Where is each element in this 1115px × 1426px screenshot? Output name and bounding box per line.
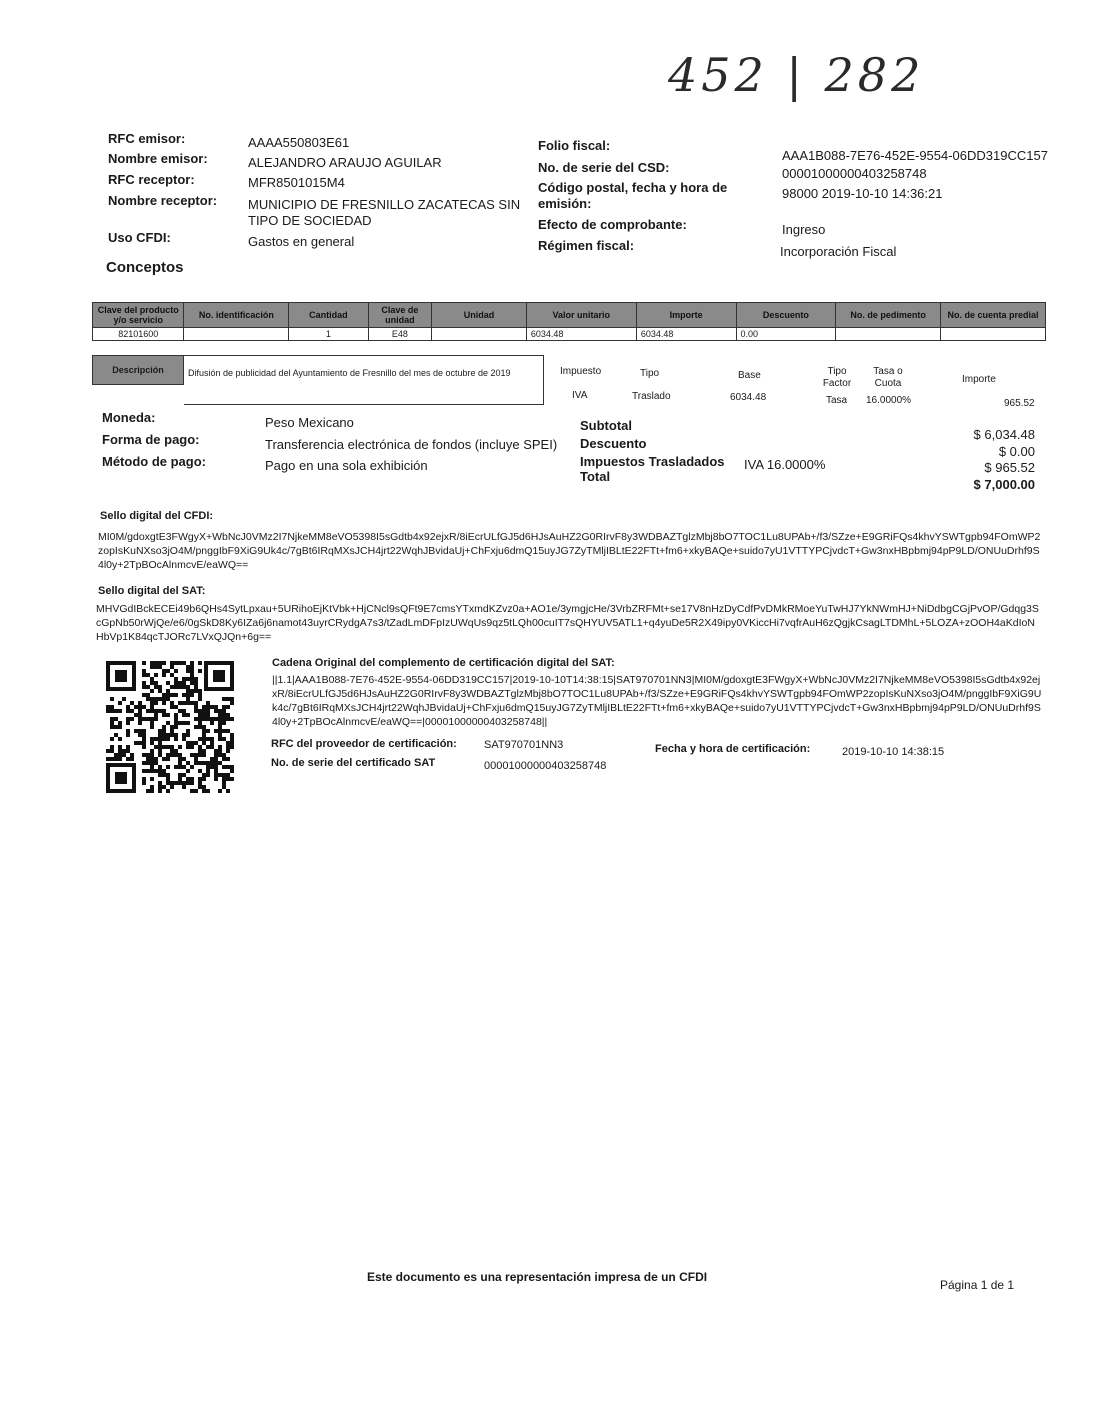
col-unidad: Unidad [432,303,527,328]
sello-cfdi-label: Sello digital del CFDI: [100,510,214,522]
sello-sat-label: Sello digital del SAT: [98,585,206,597]
impuestos-value: $ 965.52 [984,460,1035,475]
footer-note: Este documento es una representación impresa de un CFDI [367,1270,708,1284]
rfc-receptor-value: MFR8501015M4 [248,175,345,190]
qr-code [106,661,234,793]
serie-csd-label: No. de serie del CSD: [538,160,670,175]
tax-tasa: 16.0000% [866,395,912,406]
tax-tipo: Traslado [632,391,671,402]
tax-col-base: Base [738,370,761,381]
total-value: $ 7,000.00 [973,477,1035,492]
cell-valor-unitario: 6034.48 [526,328,636,341]
col-descuento: Descuento [736,303,836,328]
rfc-emisor-value: AAAA550803E61 [248,135,350,150]
tax-impuesto: IVA [572,390,588,401]
rfc-receptor-label: RFC receptor: [108,172,195,187]
page-number: Página 1 de 1 [940,1278,1015,1292]
descripcion-text: Difusión de publicidad del Ayuntamiento de Fresnillo del mes de octubre de 2019 [184,355,544,405]
sello-cfdi-value: MI0M/gdoxgtE3FWgyX+WbNcJ0VMz2I7NjkeMM8eVO5398I5sGdtb4x92ejxR/8iEcrULfGJ5d6HJsAuHZ2G0RIrvF8y3WDBAZTglzMbj8bO7TOC1Lu8UPAb+/f3/SZze+E9GRiFQs4khvYSWTgpb94FOmWP2zopIsKuNXso3jO4M/pnggIbF9XiG9Uk4c/7gBt6IRqMXsJCH4jrt22WqhJBvidaUj+ChFxju6dmQ15uyJG7ZyTMljIBLtE22FTt+fm6+xkyBAQe+suido7yU1VTTYPCjvdcT+Gw3nxHBpbmj94pP9LD/ONUuDrhf9S4l0y+2TpBOcAlnmcvE/eaWQ== [98,531,1041,571]
conceptos-header-row [93,303,1046,328]
cadena-value: ||1.1|AAA1B088-7E76-452E-9554-06DD319CC157|2019-10-10T14:38:15|SAT970701NN3|MI0M/gdoxgtE3FWgyX+WbNcJ0VMz2I7NjkeMM8eVO5398I5sGdtb4x92ejxR/8iEcrULfGJ5d6HJsAuHZ2G0RIrvF8y3WDBAZTglzMbj8bO7TOC1Lu8UPAb+/f3/SZze+E9GRiFQs4khvYSWTgpb94FOmWP2zopIsKuNXso3jO4M/pnggIbF9XiG9Uk4c/7gBt6IRqMXsJCH4jrt22WqhJBvidaUj+ChFxju6dmQ15uyJG7ZyTMljIBLtE22FTt+fm6+xkyBAQe+suido7yU1VTTYPCjvdcT+Gw3nxHBpbmj94pP9LD/ONUuDrhf9S4l0y+2TpBOcAlnmcvE/eaWQ==|00001000000403258748|| [272,674,1042,728]
descripcion-label: Descripción [92,355,184,385]
cell-importe: 6034.48 [636,328,736,341]
forma-pago-label: Forma de pago: [102,432,200,447]
moneda-label: Moneda: [102,410,156,425]
cell-cantidad: 1 [289,328,368,341]
cell-no-identificacion [184,328,289,341]
fecha-cert-value: 2019-10-10 14:38:15 [842,746,945,758]
fecha-cert-label: Fecha y hora de certificación: [655,743,811,755]
subtotal-label: Subtotal [580,418,632,433]
efecto-label: Efecto de comprobante: [538,217,687,232]
sello-sat-value: MHVGdIBckECEi49b6QHs4SytLpxau+5URihoEjKtVbk+HjCNcl9sQFt9E7cmsYTxmdKZvz0a+AO1e/3ymgjcHe/3VrbZRFMt+se17V8nHzDyCdfPvDMkRMoeYuTwHJ7YkNWmHJ+NiDdbgCGjPvOP/Gdqg3ScGpNb50rWjQe/e6/0gSkD8Ky6IZa6j6namot43uyrCRydgA7s3/tZadLmDFpIzUWqUs9qz5tLQh00cuIT7sQHYUV5ATL1+q4yuDe5R2X49ipy0VKiccHi7vqfrAuH6zQgjkCsagLTDMhL+5LOZA+zOOH4aKdIoNHbVp1K84qcTJORc7LVxQJQn+6g== [96,603,1039,643]
tax-col-tipo-factor: Tipo Factor [822,366,852,389]
subtotal-value: $ 6,034.48 [973,427,1035,442]
nombre-receptor-label: Nombre receptor: [108,193,218,208]
rfc-proveedor-label: RFC del proveedor de certificación: [271,738,457,750]
tax-base: 6034.48 [730,392,767,403]
descuento-label: Descuento [580,436,647,451]
efecto-value: Ingreso [782,222,826,237]
descuento-value: $ 0.00 [998,444,1035,459]
tax-importe: 965.52 [1004,398,1035,409]
col-valor-unitario: Valor unitario [526,303,636,328]
forma-pago-value: Transferencia electrónica de fondos (incluye SPEI) [265,437,558,452]
cell-descuento: 0.00 [736,328,836,341]
cell-clave-producto: 82101600 [93,328,184,341]
col-clave-unidad: Clave de unidad [368,303,432,328]
regimen-value: Incorporación Fiscal [780,244,897,259]
serie-sat-label: No. de serie del certificado SAT [271,757,436,769]
cell-cuenta-predial [941,328,1046,341]
cp-fecha-value: 98000 2019-10-10 14:36:21 [782,186,943,201]
impuestos-detail: IVA 16.0000% [744,457,826,472]
col-cantidad: Cantidad [289,303,368,328]
serie-sat-value: 00001000000403258748 [484,760,607,772]
tax-col-impuesto: Impuesto [560,366,602,377]
total-label: Total [580,469,611,484]
cp-fecha-label: Código postal, fecha y hora de emisión: [538,180,728,211]
cadena-label: Cadena Original del complemento de certificación digital del SAT: [272,657,615,669]
nombre-receptor-value: MUNICIPIO DE FRESNILLO ZACATECAS SIN TIPO DE SOCIEDAD [248,197,521,228]
col-importe: Importe [636,303,736,328]
tax-col-importe: Importe [962,374,996,385]
conceptos-title: Conceptos [106,259,184,276]
folio-fiscal-label: Folio fiscal: [538,138,611,153]
col-pedimento: No. de pedimento [836,303,941,328]
nombre-emisor-value: ALEJANDRO ARAUJO AGUILAR [248,155,442,170]
tax-col-tipo: Tipo [640,368,660,379]
nombre-emisor-label: Nombre emisor: [108,151,208,166]
cell-unidad [432,328,527,341]
tax-col-tasa: Tasa o Cuota [873,366,903,389]
conceptos-data-row [93,328,1046,341]
rfc-proveedor-value: SAT970701NN3 [484,739,564,751]
cell-pedimento [836,328,941,341]
serie-csd-value: 00001000000403258748 [782,166,927,181]
col-clave-producto: Clave del producto y/o servicio [93,303,184,328]
col-no-identificacion: No. identificación [184,303,289,328]
metodo-pago-value: Pago en una sola exhibición [265,458,428,473]
conceptos-table [92,302,1046,341]
uso-cfdi-value: Gastos en general [248,234,355,249]
col-cuenta-predial: No. de cuenta predial [941,303,1046,328]
cell-clave-unidad: E48 [368,328,432,341]
folio-fiscal-value: AAA1B088-7E76-452E-9554-06DD319CC157 [782,148,1048,163]
uso-cfdi-label: Uso CFDI: [108,230,171,245]
impuestos-label: Impuestos Trasladados [580,454,725,469]
rfc-emisor-label: RFC emisor: [108,131,186,146]
handwritten-note: 452 | 282 [668,48,925,102]
metodo-pago-label: Método de pago: [102,454,206,469]
regimen-label: Régimen fiscal: [538,238,635,253]
moneda-value: Peso Mexicano [265,415,354,430]
tax-tipo-factor: Tasa [826,395,848,406]
